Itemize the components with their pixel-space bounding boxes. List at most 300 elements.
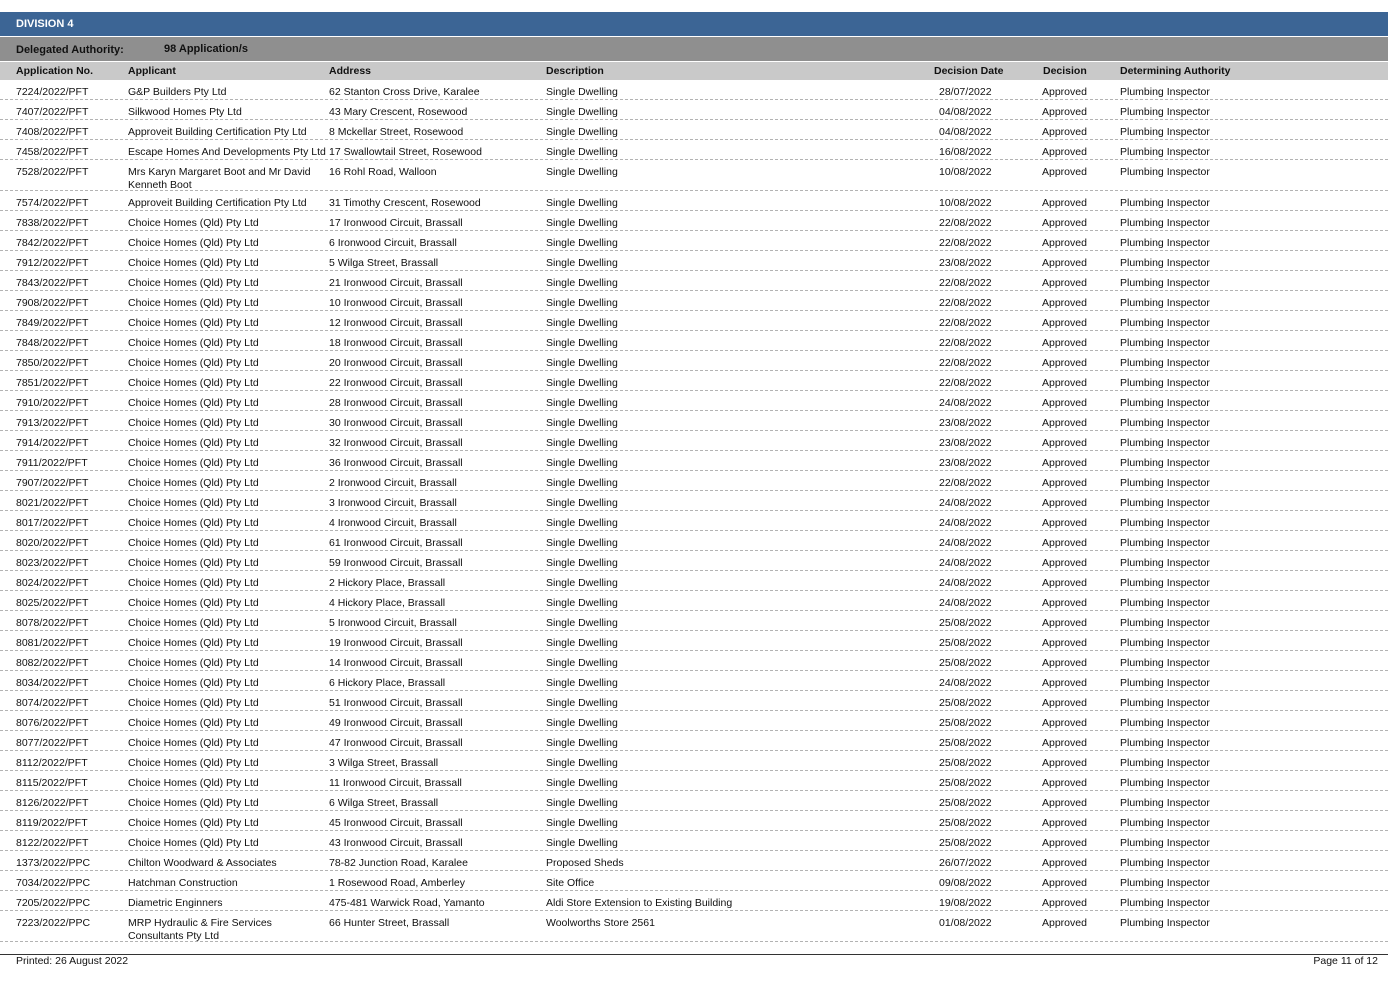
cell-address: 45 Ironwood Circuit, Brassall — [329, 817, 463, 829]
cell-application-no: 8020/2022/PFT — [16, 537, 89, 549]
cell-address: 3 Wilga Street, Brassall — [329, 757, 439, 769]
cell-address: 5 Ironwood Circuit, Brassall — [329, 617, 457, 629]
cell-determining-authority: Plumbing Inspector — [1120, 257, 1210, 269]
cell-decision-date: 09/08/2022 — [939, 877, 992, 889]
table-row — [0, 711, 1388, 731]
cell-application-no: 8025/2022/PFT — [16, 597, 89, 609]
cell-address: 36 Ironwood Circuit, Brassall — [329, 457, 463, 469]
cell-applicant: Choice Homes (Qld) Pty Ltd — [128, 837, 259, 849]
cell-applicant: Silkwood Homes Pty Ltd — [128, 106, 242, 118]
cell-description: Single Dwelling — [546, 737, 618, 749]
cell-description: Single Dwelling — [546, 617, 618, 629]
table-row — [0, 891, 1388, 911]
cell-decision: Approved — [1042, 857, 1087, 869]
table-row — [0, 271, 1388, 291]
cell-address: 19 Ironwood Circuit, Brassall — [329, 637, 463, 649]
cell-description: Single Dwelling — [546, 557, 618, 569]
cell-applicant: Chilton Woodward & Associates — [128, 857, 277, 869]
cell-decision-date: 22/08/2022 — [939, 377, 992, 389]
cell-address: 475-481 Warwick Road, Yamanto — [329, 897, 485, 909]
cell-decision-date: 22/08/2022 — [939, 357, 992, 369]
table-row — [0, 331, 1388, 351]
cell-address: 43 Mary Crescent, Rosewood — [329, 106, 468, 118]
cell-decision: Approved — [1042, 617, 1087, 629]
cell-description: Site Office — [546, 877, 595, 889]
applications-table — [0, 80, 1388, 942]
col-address: Address — [329, 65, 372, 77]
cell-address: 30 Ironwood Circuit, Brassall — [329, 417, 463, 429]
cell-address: 59 Ironwood Circuit, Brassall — [329, 557, 463, 569]
cell-application-no: 8078/2022/PFT — [16, 617, 89, 629]
cell-determining-authority: Plumbing Inspector — [1120, 146, 1210, 158]
cell-decision: Approved — [1042, 377, 1087, 389]
table-row — [0, 651, 1388, 671]
table-row — [0, 631, 1388, 651]
division-title: DIVISION 4 — [16, 18, 74, 30]
cell-determining-authority: Plumbing Inspector — [1120, 517, 1210, 529]
cell-address: 5 Wilga Street, Brassall — [329, 257, 439, 269]
table-row — [0, 871, 1388, 891]
cell-decision-date: 24/08/2022 — [939, 557, 992, 569]
cell-description: Single Dwelling — [546, 166, 618, 178]
cell-description: Single Dwelling — [546, 337, 618, 349]
cell-decision-date: 22/08/2022 — [939, 237, 992, 249]
table-row — [0, 831, 1388, 851]
cell-determining-authority: Plumbing Inspector — [1120, 877, 1210, 889]
cell-description: Single Dwelling — [546, 797, 618, 809]
cell-description: Proposed Sheds — [546, 857, 624, 869]
table-row — [0, 311, 1388, 331]
table-row — [0, 691, 1388, 711]
col-decision-date: Decision Date — [934, 65, 1004, 77]
cell-decision-date: 23/08/2022 — [939, 457, 992, 469]
cell-application-no: 7910/2022/PFT — [16, 397, 89, 409]
cell-decision: Approved — [1042, 757, 1087, 769]
table-row — [0, 531, 1388, 551]
table-row — [0, 751, 1388, 771]
cell-application-no: 8115/2022/PFT — [16, 777, 88, 789]
cell-application-no: 7849/2022/PFT — [16, 317, 89, 329]
cell-decision-date: 04/08/2022 — [939, 106, 992, 118]
table-row — [0, 471, 1388, 491]
cell-applicant: Choice Homes (Qld) Pty Ltd — [128, 517, 259, 529]
cell-address: 11 Ironwood Circuit, Brassall — [329, 777, 462, 789]
cell-applicant: Choice Homes (Qld) Pty Ltd — [128, 537, 259, 549]
cell-application-no: 7912/2022/PFT — [16, 257, 89, 269]
cell-address: 78-82 Junction Road, Karalee — [329, 857, 468, 869]
cell-applicant: Choice Homes (Qld) Pty Ltd — [128, 477, 259, 489]
cell-address: 49 Ironwood Circuit, Brassall — [329, 717, 463, 729]
cell-address: 22 Ironwood Circuit, Brassall — [329, 377, 463, 389]
cell-address: 16 Rohl Road, Walloon — [329, 166, 437, 178]
cell-description: Single Dwelling — [546, 277, 618, 289]
cell-application-no: 7205/2022/PPC — [16, 897, 91, 909]
cell-address: 4 Hickory Place, Brassall — [329, 597, 446, 609]
cell-applicant: Choice Homes (Qld) Pty Ltd — [128, 677, 259, 689]
cell-decision: Approved — [1042, 397, 1087, 409]
cell-application-no: 1373/2022/PPC — [16, 857, 91, 869]
cell-determining-authority: Plumbing Inspector — [1120, 637, 1210, 649]
cell-description: Single Dwelling — [546, 517, 618, 529]
division-header — [0, 12, 1388, 36]
table-row — [0, 571, 1388, 591]
cell-determining-authority: Plumbing Inspector — [1120, 757, 1210, 769]
cell-determining-authority: Plumbing Inspector — [1120, 337, 1210, 349]
cell-address: 32 Ironwood Circuit, Brassall — [329, 437, 463, 449]
cell-decision-date: 24/08/2022 — [939, 597, 992, 609]
cell-decision: Approved — [1042, 126, 1087, 138]
cell-application-no: 7574/2022/PFT — [16, 197, 89, 209]
table-row — [0, 231, 1388, 251]
cell-application-no: 7851/2022/PFT — [16, 377, 89, 389]
cell-address: 20 Ironwood Circuit, Brassall — [329, 357, 463, 369]
cell-decision: Approved — [1042, 197, 1087, 209]
table-row — [0, 191, 1388, 211]
cell-description: Single Dwelling — [546, 577, 618, 589]
cell-address: 14 Ironwood Circuit, Brassall — [329, 657, 463, 669]
cell-decision-date: 25/08/2022 — [939, 697, 992, 709]
cell-decision-date: 25/08/2022 — [939, 737, 992, 749]
cell-applicant: Escape Homes And Developments Pty Ltd — [128, 146, 326, 158]
cell-decision-date: 22/08/2022 — [939, 217, 992, 229]
cell-address: 47 Ironwood Circuit, Brassall — [329, 737, 463, 749]
cell-decision-date: 25/08/2022 — [939, 617, 992, 629]
cell-description: Single Dwelling — [546, 697, 618, 709]
cell-description: Aldi Store Extension to Existing Building — [546, 897, 733, 909]
cell-address: 31 Timothy Crescent, Rosewood — [329, 197, 481, 209]
footer-divider — [0, 954, 1388, 955]
cell-decision-date: 10/08/2022 — [939, 166, 992, 178]
cell-decision: Approved — [1042, 257, 1087, 269]
cell-address: 8 Mckellar Street, Rosewood — [329, 126, 464, 138]
cell-applicant: Choice Homes (Qld) Pty Ltd — [128, 597, 259, 609]
table-row — [0, 160, 1388, 191]
cell-application-no: 7407/2022/PFT — [16, 106, 89, 118]
cell-determining-authority: Plumbing Inspector — [1120, 917, 1210, 929]
cell-description: Single Dwelling — [546, 677, 618, 689]
cell-description: Single Dwelling — [546, 126, 618, 138]
cell-determining-authority: Plumbing Inspector — [1120, 86, 1210, 98]
cell-decision-date: 25/08/2022 — [939, 837, 992, 849]
table-row — [0, 80, 1388, 100]
cell-decision-date: 16/08/2022 — [939, 146, 992, 158]
cell-decision-date: 01/08/2022 — [939, 917, 992, 929]
cell-determining-authority: Plumbing Inspector — [1120, 237, 1210, 249]
col-application-no: Application No. — [16, 65, 93, 77]
cell-determining-authority: Plumbing Inspector — [1120, 617, 1210, 629]
table-row — [0, 591, 1388, 611]
cell-applicant: Diametric Enginners — [128, 897, 223, 909]
cell-determining-authority: Plumbing Inspector — [1120, 717, 1210, 729]
cell-decision-date: 25/08/2022 — [939, 777, 992, 789]
cell-applicant: Choice Homes (Qld) Pty Ltd — [128, 337, 259, 349]
cell-decision: Approved — [1042, 357, 1087, 369]
cell-description: Single Dwelling — [546, 317, 618, 329]
table-row — [0, 211, 1388, 231]
table-row — [0, 351, 1388, 371]
cell-applicant: Choice Homes (Qld) Pty Ltd — [128, 637, 259, 649]
cell-description: Single Dwelling — [546, 717, 618, 729]
cell-description: Single Dwelling — [546, 477, 618, 489]
cell-applicant: G&P Builders Pty Ltd — [128, 86, 227, 98]
cell-decision-date: 24/08/2022 — [939, 677, 992, 689]
cell-address: 10 Ironwood Circuit, Brassall — [329, 297, 463, 309]
cell-determining-authority: Plumbing Inspector — [1120, 166, 1210, 178]
cell-application-no: 8074/2022/PFT — [16, 697, 89, 709]
cell-application-no: 8112/2022/PFT — [16, 757, 88, 769]
cell-description: Single Dwelling — [546, 457, 618, 469]
table-row — [0, 371, 1388, 391]
cell-description: Single Dwelling — [546, 597, 618, 609]
cell-decision: Approved — [1042, 677, 1087, 689]
cell-description: Single Dwelling — [546, 146, 618, 158]
cell-decision-date: 25/08/2022 — [939, 797, 992, 809]
col-determining-authority: Determining Authority — [1120, 65, 1231, 77]
cell-description: Single Dwelling — [546, 357, 618, 369]
cell-determining-authority: Plumbing Inspector — [1120, 597, 1210, 609]
cell-description: Single Dwelling — [546, 837, 618, 849]
cell-address: 2 Hickory Place, Brassall — [329, 577, 446, 589]
cell-application-no: 7458/2022/PFT — [16, 146, 89, 158]
cell-address: 28 Ironwood Circuit, Brassall — [329, 397, 463, 409]
table-row — [0, 551, 1388, 571]
table-row — [0, 120, 1388, 140]
cell-address: 1 Rosewood Road, Amberley — [329, 877, 465, 889]
cell-applicant: Choice Homes (Qld) Pty Ltd — [128, 277, 259, 289]
cell-address: 51 Ironwood Circuit, Brassall — [329, 697, 463, 709]
cell-decision: Approved — [1042, 637, 1087, 649]
cell-application-no: 7842/2022/PFT — [16, 237, 89, 249]
cell-address: 18 Ironwood Circuit, Brassall — [329, 337, 463, 349]
cell-decision: Approved — [1042, 897, 1087, 909]
cell-decision-date: 04/08/2022 — [939, 126, 992, 138]
cell-decision: Approved — [1042, 537, 1087, 549]
cell-application-no: 7914/2022/PFT — [16, 437, 89, 449]
cell-decision: Approved — [1042, 217, 1087, 229]
cell-address: 6 Hickory Place, Brassall — [329, 677, 446, 689]
cell-applicant: Choice Homes (Qld) Pty Ltd — [128, 457, 259, 469]
cell-determining-authority: Plumbing Inspector — [1120, 737, 1210, 749]
cell-decision-date: 26/07/2022 — [939, 857, 992, 869]
cell-decision: Approved — [1042, 497, 1087, 509]
cell-decision-date: 24/08/2022 — [939, 517, 992, 529]
cell-determining-authority: Plumbing Inspector — [1120, 126, 1210, 138]
cell-decision: Approved — [1042, 577, 1087, 589]
cell-application-no: 8122/2022/PFT — [16, 837, 89, 849]
cell-determining-authority: Plumbing Inspector — [1120, 497, 1210, 509]
table-row — [0, 911, 1388, 942]
cell-description: Single Dwelling — [546, 197, 618, 209]
table-row — [0, 771, 1388, 791]
page-number: Page 11 of 12 — [1313, 955, 1378, 967]
cell-determining-authority: Plumbing Inspector — [1120, 106, 1210, 118]
cell-address: 17 Ironwood Circuit, Brassall — [329, 217, 463, 229]
cell-decision: Approved — [1042, 797, 1087, 809]
cell-decision: Approved — [1042, 86, 1087, 98]
cell-description: Single Dwelling — [546, 257, 618, 269]
cell-determining-authority: Plumbing Inspector — [1120, 537, 1210, 549]
cell-applicant: Mrs Karyn Margaret Boot and Mr David Kenneth Boot — [128, 166, 311, 191]
cell-description: Woolworths Store 2561 — [546, 917, 655, 929]
cell-address: 12 Ironwood Circuit, Brassall — [329, 317, 463, 329]
cell-description: Single Dwelling — [546, 237, 618, 249]
cell-decision: Approved — [1042, 697, 1087, 709]
cell-applicant: Choice Homes (Qld) Pty Ltd — [128, 297, 259, 309]
cell-decision-date: 22/08/2022 — [939, 297, 992, 309]
cell-application-no: 8082/2022/PFT — [16, 657, 89, 669]
cell-applicant: Choice Homes (Qld) Pty Ltd — [128, 357, 259, 369]
table-row — [0, 791, 1388, 811]
cell-description: Single Dwelling — [546, 657, 618, 669]
cell-determining-authority: Plumbing Inspector — [1120, 857, 1210, 869]
cell-decision: Approved — [1042, 877, 1087, 889]
cell-determining-authority: Plumbing Inspector — [1120, 777, 1210, 789]
cell-determining-authority: Plumbing Inspector — [1120, 477, 1210, 489]
cell-address: 2 Ironwood Circuit, Brassall — [329, 477, 457, 489]
cell-decision: Approved — [1042, 477, 1087, 489]
cell-applicant: Hatchman Construction — [128, 877, 238, 889]
cell-description: Single Dwelling — [546, 377, 618, 389]
cell-determining-authority: Plumbing Inspector — [1120, 817, 1210, 829]
table-row — [0, 411, 1388, 431]
cell-description: Single Dwelling — [546, 757, 618, 769]
cell-applicant: Choice Homes (Qld) Pty Ltd — [128, 437, 259, 449]
cell-application-no: 7848/2022/PFT — [16, 337, 89, 349]
cell-applicant: Choice Homes (Qld) Pty Ltd — [128, 717, 259, 729]
cell-application-no: 8017/2022/PFT — [16, 517, 89, 529]
cell-decision-date: 25/08/2022 — [939, 757, 992, 769]
table-row — [0, 291, 1388, 311]
table-row — [0, 671, 1388, 691]
cell-address: 21 Ironwood Circuit, Brassall — [329, 277, 463, 289]
cell-address: 6 Wilga Street, Brassall — [329, 797, 439, 809]
table-row — [0, 451, 1388, 471]
cell-description: Single Dwelling — [546, 417, 618, 429]
cell-application-no: 7223/2022/PPC — [16, 917, 91, 929]
table-row — [0, 140, 1388, 160]
cell-address: 3 Ironwood Circuit, Brassall — [329, 497, 457, 509]
cell-description: Single Dwelling — [546, 437, 618, 449]
cell-decision-date: 23/08/2022 — [939, 257, 992, 269]
cell-decision: Approved — [1042, 106, 1087, 118]
cell-decision-date: 25/08/2022 — [939, 817, 992, 829]
cell-decision: Approved — [1042, 146, 1087, 158]
cell-applicant: Choice Homes (Qld) Pty Ltd — [128, 557, 259, 569]
cell-applicant: Choice Homes (Qld) Pty Ltd — [128, 757, 259, 769]
cell-applicant: Choice Homes (Qld) Pty Ltd — [128, 257, 259, 269]
cell-determining-authority: Plumbing Inspector — [1120, 657, 1210, 669]
cell-decision-date: 22/08/2022 — [939, 277, 992, 289]
cell-address: 62 Stanton Cross Drive, Karalee — [329, 86, 480, 98]
cell-description: Single Dwelling — [546, 817, 618, 829]
table-row — [0, 491, 1388, 511]
cell-determining-authority: Plumbing Inspector — [1120, 557, 1210, 569]
cell-description: Single Dwelling — [546, 297, 618, 309]
cell-decision: Approved — [1042, 737, 1087, 749]
cell-address: 66 Hunter Street, Brassall — [329, 917, 450, 929]
cell-description: Single Dwelling — [546, 397, 618, 409]
table-row — [0, 391, 1388, 411]
cell-decision: Approved — [1042, 457, 1087, 469]
cell-application-no: 8034/2022/PFT — [16, 677, 89, 689]
col-applicant: Applicant — [128, 65, 176, 77]
cell-application-no: 7408/2022/PFT — [16, 126, 89, 138]
cell-applicant: Choice Homes (Qld) Pty Ltd — [128, 417, 259, 429]
table-row — [0, 511, 1388, 531]
cell-application-no: 8077/2022/PFT — [16, 737, 89, 749]
cell-determining-authority: Plumbing Inspector — [1120, 397, 1210, 409]
cell-determining-authority: Plumbing Inspector — [1120, 837, 1210, 849]
cell-application-no: 8081/2022/PFT — [16, 637, 89, 649]
cell-application-no: 8023/2022/PFT — [16, 557, 89, 569]
cell-application-no: 7913/2022/PFT — [16, 417, 89, 429]
cell-determining-authority: Plumbing Inspector — [1120, 277, 1210, 289]
authority-summary-bar — [0, 37, 1388, 61]
cell-decision-date: 24/08/2022 — [939, 577, 992, 589]
table-row — [0, 851, 1388, 871]
table-row — [0, 611, 1388, 631]
cell-determining-authority: Plumbing Inspector — [1120, 457, 1210, 469]
cell-determining-authority: Plumbing Inspector — [1120, 437, 1210, 449]
cell-description: Single Dwelling — [546, 497, 618, 509]
cell-applicant: Choice Homes (Qld) Pty Ltd — [128, 817, 259, 829]
cell-determining-authority: Plumbing Inspector — [1120, 677, 1210, 689]
cell-decision: Approved — [1042, 437, 1087, 449]
cell-decision: Approved — [1042, 166, 1087, 178]
cell-applicant: Choice Homes (Qld) Pty Ltd — [128, 397, 259, 409]
cell-applicant: Choice Homes (Qld) Pty Ltd — [128, 797, 259, 809]
table-row — [0, 431, 1388, 451]
cell-determining-authority: Plumbing Inspector — [1120, 317, 1210, 329]
cell-decision-date: 23/08/2022 — [939, 437, 992, 449]
cell-applicant: Choice Homes (Qld) Pty Ltd — [128, 737, 259, 749]
cell-determining-authority: Plumbing Inspector — [1120, 217, 1210, 229]
cell-address: 17 Swallowtail Street, Rosewood — [329, 146, 482, 158]
cell-application-no: 8024/2022/PFT — [16, 577, 89, 589]
table-row — [0, 811, 1388, 831]
cell-decision: Approved — [1042, 837, 1087, 849]
cell-decision: Approved — [1042, 657, 1087, 669]
cell-description: Single Dwelling — [546, 537, 618, 549]
cell-application-no: 7843/2022/PFT — [16, 277, 89, 289]
cell-determining-authority: Plumbing Inspector — [1120, 797, 1210, 809]
cell-decision: Approved — [1042, 317, 1087, 329]
cell-determining-authority: Plumbing Inspector — [1120, 577, 1210, 589]
col-description: Description — [546, 65, 604, 77]
cell-decision-date: 25/08/2022 — [939, 717, 992, 729]
cell-applicant: Choice Homes (Qld) Pty Ltd — [128, 657, 259, 669]
cell-applicant: Choice Homes (Qld) Pty Ltd — [128, 577, 259, 589]
cell-determining-authority: Plumbing Inspector — [1120, 697, 1210, 709]
cell-applicant: Choice Homes (Qld) Pty Ltd — [128, 617, 259, 629]
cell-decision: Approved — [1042, 277, 1087, 289]
cell-application-no: 7850/2022/PFT — [16, 357, 89, 369]
cell-decision-date: 24/08/2022 — [939, 537, 992, 549]
cell-decision-date: 24/08/2022 — [939, 397, 992, 409]
table-header — [0, 62, 1388, 80]
cell-description: Single Dwelling — [546, 637, 618, 649]
cell-decision: Approved — [1042, 237, 1087, 249]
cell-applicant: Choice Homes (Qld) Pty Ltd — [128, 217, 259, 229]
cell-decision: Approved — [1042, 597, 1087, 609]
cell-applicant: Choice Homes (Qld) Pty Ltd — [128, 497, 259, 509]
cell-applicant: Choice Homes (Qld) Pty Ltd — [128, 377, 259, 389]
cell-decision-date: 10/08/2022 — [939, 197, 992, 209]
cell-decision-date: 19/08/2022 — [939, 897, 992, 909]
cell-application-no: 8076/2022/PFT — [16, 717, 89, 729]
cell-applicant: Choice Homes (Qld) Pty Ltd — [128, 777, 259, 789]
cell-description: Single Dwelling — [546, 777, 618, 789]
